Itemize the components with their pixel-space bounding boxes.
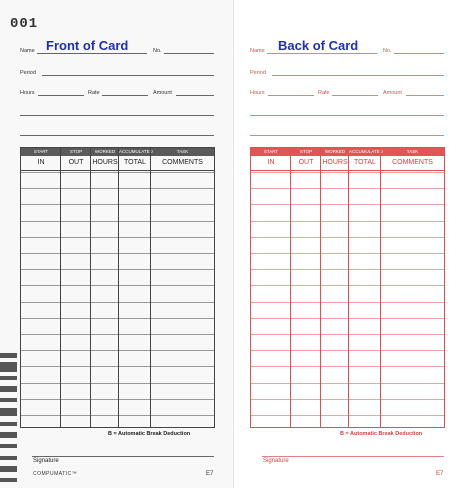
name-line xyxy=(267,53,377,54)
column-divider xyxy=(150,148,151,427)
name-label: Name xyxy=(250,48,265,54)
hours-label: Hours xyxy=(250,90,265,96)
signature-label: Signature xyxy=(33,458,59,464)
edge-marker xyxy=(0,408,17,416)
period-label: Period xyxy=(250,70,266,76)
signature-label: Signature xyxy=(263,458,289,464)
blank-line xyxy=(20,115,214,116)
column-comments: COMMENTS xyxy=(392,159,433,166)
edge-marker xyxy=(0,444,17,448)
amount-label: Amount xyxy=(383,90,402,96)
header-task: TASK xyxy=(176,149,189,154)
header-task: TASK xyxy=(406,149,419,154)
header-accumulated: ACCUMULATED xyxy=(119,149,153,154)
edge-marker xyxy=(0,432,17,438)
header-worked: WORKED xyxy=(324,149,346,154)
edge-marker xyxy=(0,456,17,460)
header-accumulated: ACCUMULATED xyxy=(349,149,383,154)
edge-marker xyxy=(0,466,17,472)
header-start: START xyxy=(263,149,279,154)
column-divider xyxy=(90,148,91,427)
blank-line xyxy=(250,135,444,136)
hours-label: Hours xyxy=(20,90,35,96)
edge-marker xyxy=(0,398,17,402)
period-label: Period xyxy=(20,70,36,76)
edge-marker xyxy=(0,353,17,358)
back-card xyxy=(233,0,465,488)
blank-line xyxy=(250,115,444,116)
no-label: No. xyxy=(153,48,162,54)
break-deduction-note: B = Automatic Break Deduction xyxy=(108,431,191,437)
time-table xyxy=(250,147,445,428)
column-comments: COMMENTS xyxy=(162,159,203,166)
front-heading: Front of Card xyxy=(46,38,129,53)
column-hours: HOURS xyxy=(92,159,118,166)
signature-line xyxy=(262,456,444,457)
edge-marker xyxy=(0,422,17,426)
column-in: IN xyxy=(37,159,45,166)
column-total: TOTAL xyxy=(124,159,146,166)
header-stop: STOP xyxy=(69,149,83,154)
rate-line xyxy=(332,95,378,96)
header-stop: STOP xyxy=(299,149,313,154)
signature-line xyxy=(32,456,214,457)
header-start: START xyxy=(33,149,49,154)
column-divider xyxy=(60,148,61,427)
edge-marker xyxy=(0,362,17,372)
column-hours: HOURS xyxy=(322,159,348,166)
rate-label: Rate xyxy=(318,90,330,96)
column-out: OUT xyxy=(68,159,84,166)
header-worked: WORKED xyxy=(94,149,116,154)
hours-line xyxy=(38,95,84,96)
edge-marker xyxy=(0,478,17,482)
rate-line xyxy=(102,95,148,96)
hours-line xyxy=(268,95,314,96)
card-code: E7 xyxy=(436,471,444,477)
amount-label: Amount xyxy=(153,90,172,96)
column-in: IN xyxy=(267,159,275,166)
no-label: No. xyxy=(383,48,392,54)
amount-line xyxy=(406,95,444,96)
back-heading: Back of Card xyxy=(278,38,359,53)
amount-line xyxy=(176,95,214,96)
no-line xyxy=(394,53,444,54)
column-out: OUT xyxy=(298,159,314,166)
card-code: E7 xyxy=(206,471,214,477)
no-line xyxy=(164,53,214,54)
column-total: TOTAL xyxy=(354,159,376,166)
column-divider xyxy=(380,148,381,427)
blank-line xyxy=(20,135,214,136)
edge-marker xyxy=(0,376,17,380)
time-table xyxy=(20,147,215,428)
card-serial-number: 001 xyxy=(10,16,39,32)
column-divider xyxy=(348,148,349,427)
name-line xyxy=(37,53,147,54)
column-divider xyxy=(320,148,321,427)
edge-marker xyxy=(0,386,17,392)
period-line xyxy=(42,75,214,76)
name-label: Name xyxy=(20,48,35,54)
brand-name: COMPUMATIC™ xyxy=(33,471,78,477)
break-deduction-note: B = Automatic Break Deduction xyxy=(340,431,423,437)
period-line xyxy=(272,75,444,76)
front-card xyxy=(0,0,232,488)
column-divider xyxy=(118,148,119,427)
column-divider xyxy=(290,148,291,427)
rate-label: Rate xyxy=(88,90,100,96)
